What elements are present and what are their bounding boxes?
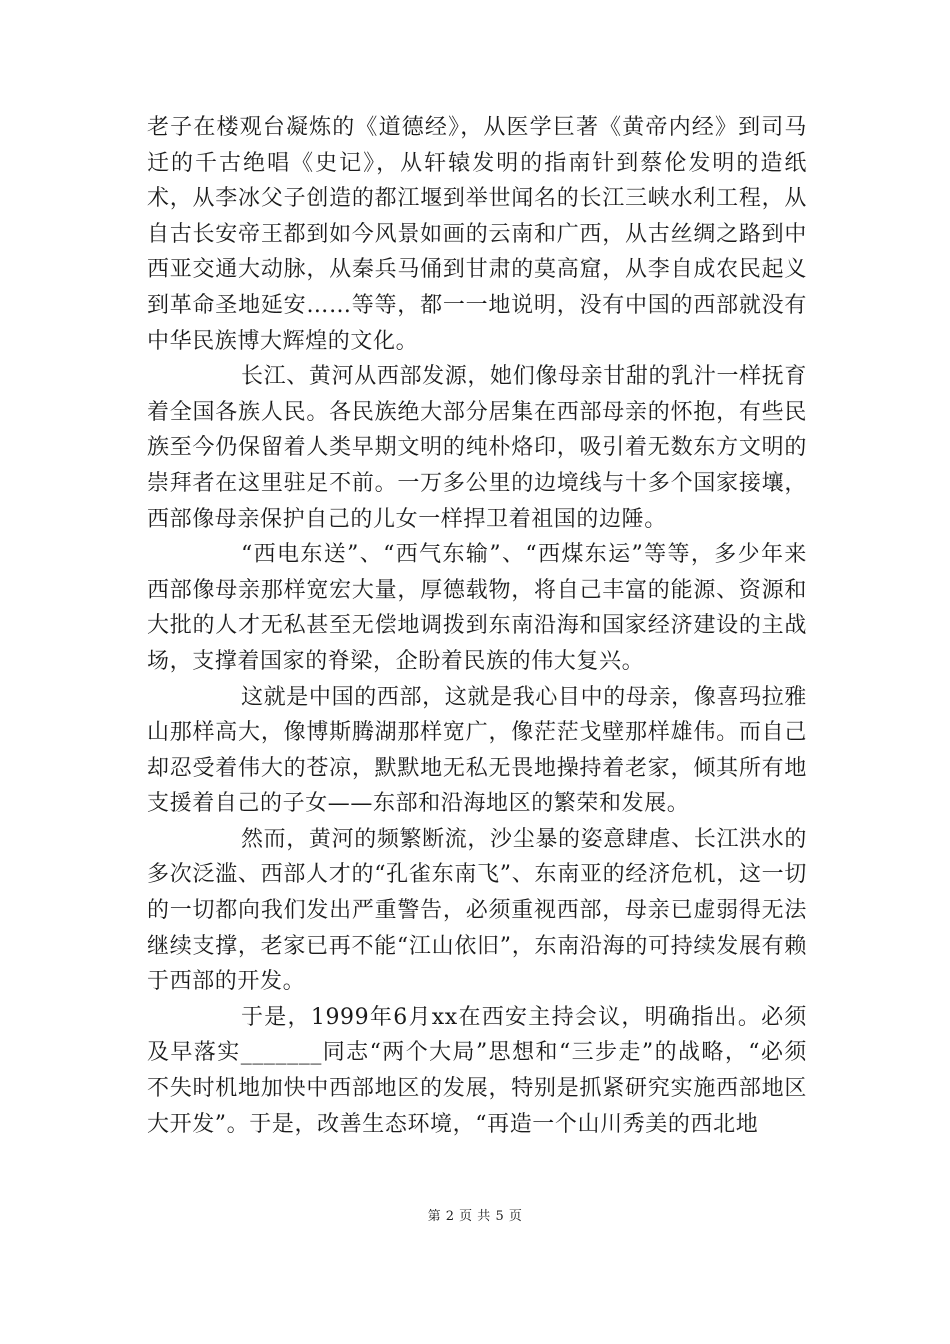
paragraph: “西电东送”、“西气东输”、“西煤东运”等等，多少年来西部像母亲那样宽宏大量，厚德载物，将自己丰富的能源、资源和大批的人才无私甚至无偿地调拨到东南沿海和国家经济建设的主战场，支撑着国家的脊梁，企盼着民族的伟大复兴。 — [147, 542, 807, 674]
document-body — [147, 110, 807, 1142]
paragraph: 这就是中国的西部，这就是我心目中的母亲，像喜玛拉雅山那样高大，像博斯腾湖那样宽广，像茫茫戈壁那样雄伟。而自己却忍受着伟大的苍凉，默默地无私无畏地操持着老家，倾其所有地支援着自己的子女——东部和沿海地区的繁荣和发展。 — [147, 684, 807, 817]
page-number-footer: 第 2 页 共 5 页 — [427, 1209, 523, 1224]
paragraph: 长江、黄河从西部发源，她们像母亲甘甜的乳汁一样抚育着全国各族人民。各民族绝大部分居集在西部母亲的怀抱，有些民族至今仍保留着人类早期文明的纯朴烙印，吸引着无数东方文明的崇拜者在这里驻足不前。一万多公里的边境线与十多个国家接壤，西部像母亲保护自己的儿女一样捍卫着祖国的边陲。 — [147, 364, 807, 532]
paragraph: 老子在楼观台凝炼的《道德经》，从医学巨著《黄帝内经》到司马迁的千古绝唱《史记》，从轩辕发明的指南针到蔡伦发明的造纸术，从李冰父子创造的都江堰到举世闻名的长江三峡水利工程，从自古长安帝王都到如今风景如画的云南和广西，从古丝绸之路到中西亚交通大动脉，从秦兵马俑到甘肃的莫高窟，从李自成农民起义到革命圣地延安……等等，都一一地说明，没有中国的西部就没有中华民族博大辉煌的文化。 — [147, 115, 807, 354]
paragraph: 然而，黄河的频繁断流，沙尘暴的姿意肆虐、长江洪水的多次泛滥、西部人才的“孔雀东南飞”、东南亚的经济危机，这一切的一切都向我们发出严重警告，必须重视西部，母亲已虚弱得无法继续支撑，老家已再不能“江山依旧”，东南沿海的可持续发展有赖于西部的开发。 — [147, 826, 807, 995]
paragraph: 于是，1999年6月xx在西安主持会议，明确指出。必须及早落实_______同志“两个大局”思想和“三步走”的战略，“必须不失时机地加快中西部地区的发展，特别是抓紧研究实施西部地区大开发”。于是，改善生态环境，“再造一个山川秀美的西北地 — [147, 1004, 807, 1137]
